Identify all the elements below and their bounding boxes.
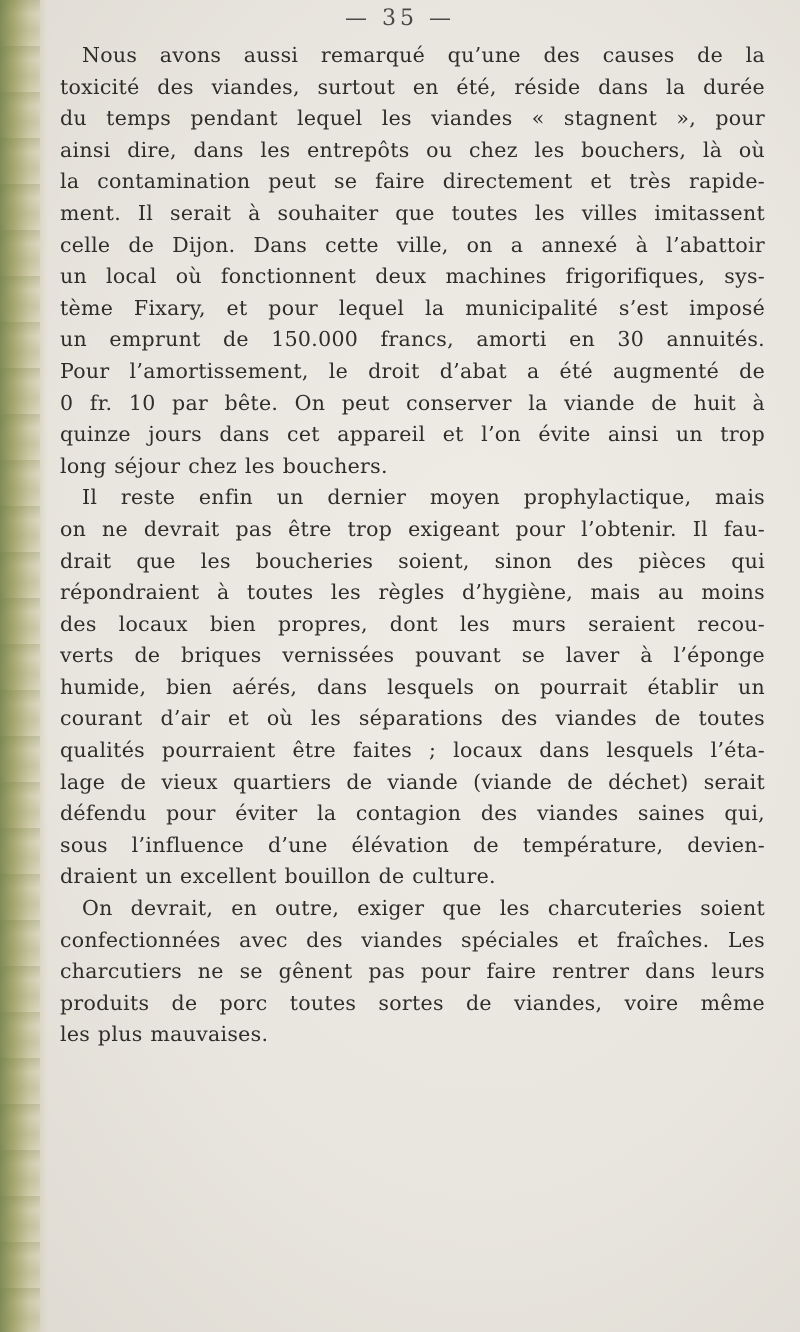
text-line: produits de porc toutes sortes de viandes, voire même <box>60 990 765 1015</box>
text-line: charcutiers ne se gênent pas pour faire rentrer dans leurs <box>60 959 765 984</box>
text-line: un emprunt de 150.000 francs, amorti en 30 annuités. <box>60 327 765 352</box>
text-line: quinze jours dans cet appareil et l’on évite ainsi un trop <box>60 422 765 447</box>
text-line: Il reste enfin un dernier moyen prophylactique, mais <box>82 485 765 510</box>
page-edge-texture <box>0 0 40 1332</box>
text-line: long séjour chez les bouchers. <box>60 453 388 478</box>
text-line: On devrait, en outre, exiger que les charcuteries soient <box>82 896 765 921</box>
text-line: qualités pourraient être faites ; locaux dans lesquels l’éta- <box>60 738 765 763</box>
page-number: — 35 — <box>345 6 455 31</box>
text-line: celle de Dijon. Dans cette ville, on a annexé à l’abattoir <box>60 232 765 257</box>
text-line: drait que les boucheries soient, sinon des pièces qui <box>60 548 765 573</box>
text-line: ment. Il serait à souhaiter que toutes les villes imitassent <box>60 200 765 225</box>
text-line: courant d’air et où les séparations des viandes de toutes <box>60 706 765 731</box>
text-line: confectionnées avec des viandes spéciales et fraîches. Les <box>60 927 765 952</box>
text-line: ainsi dire, dans les entrepôts ou chez les bouchers, là où <box>60 137 765 162</box>
text-line: répondraient à toutes les règles d’hygiène, mais au moins <box>60 580 765 605</box>
text-line: sous l’influence d’une élévation de température, devien- <box>60 832 765 857</box>
text-line: les plus mauvaises. <box>60 1022 269 1047</box>
text-line: un local où fonctionnent deux machines frigorifiques, sys- <box>60 264 765 289</box>
text-line: défendu pour éviter la contagion des viandes saines qui, <box>60 801 765 826</box>
text-line: la contamination peut se faire directement et très rapide- <box>60 169 765 194</box>
text-line: tème Fixary, et pour lequel la municipalité s’est imposé <box>60 295 765 320</box>
text-line: 0 fr. 10 par bête. On peut conserver la viande de huit à <box>60 390 765 415</box>
text-line: on ne devrait pas être trop exigeant pour l’obtenir. Il fau- <box>60 516 765 541</box>
text-line: verts de briques vernissées pouvant se laver à l’éponge <box>60 643 765 668</box>
text-line: des locaux bien propres, dont les murs seraient recou- <box>60 611 765 636</box>
text-line: Pour l’amortissement, le droit d’abat a été augmenté de <box>60 358 765 383</box>
body-text <box>60 40 765 1051</box>
text-line: Nous avons aussi remarqué qu’une des causes de la <box>82 43 765 67</box>
text-line: draient un excellent bouillon de culture. <box>60 864 496 889</box>
text-line: toxicité des viandes, surtout en été, réside dans la durée <box>60 74 765 99</box>
text-line: du temps pendant lequel les viandes « stagnent », pour <box>60 106 765 131</box>
text-line: humide, bien aérés, dans lesquels on pourrait établir un <box>60 674 765 699</box>
text-line: lage de vieux quartiers de viande (viande de déchet) serait <box>60 769 765 794</box>
